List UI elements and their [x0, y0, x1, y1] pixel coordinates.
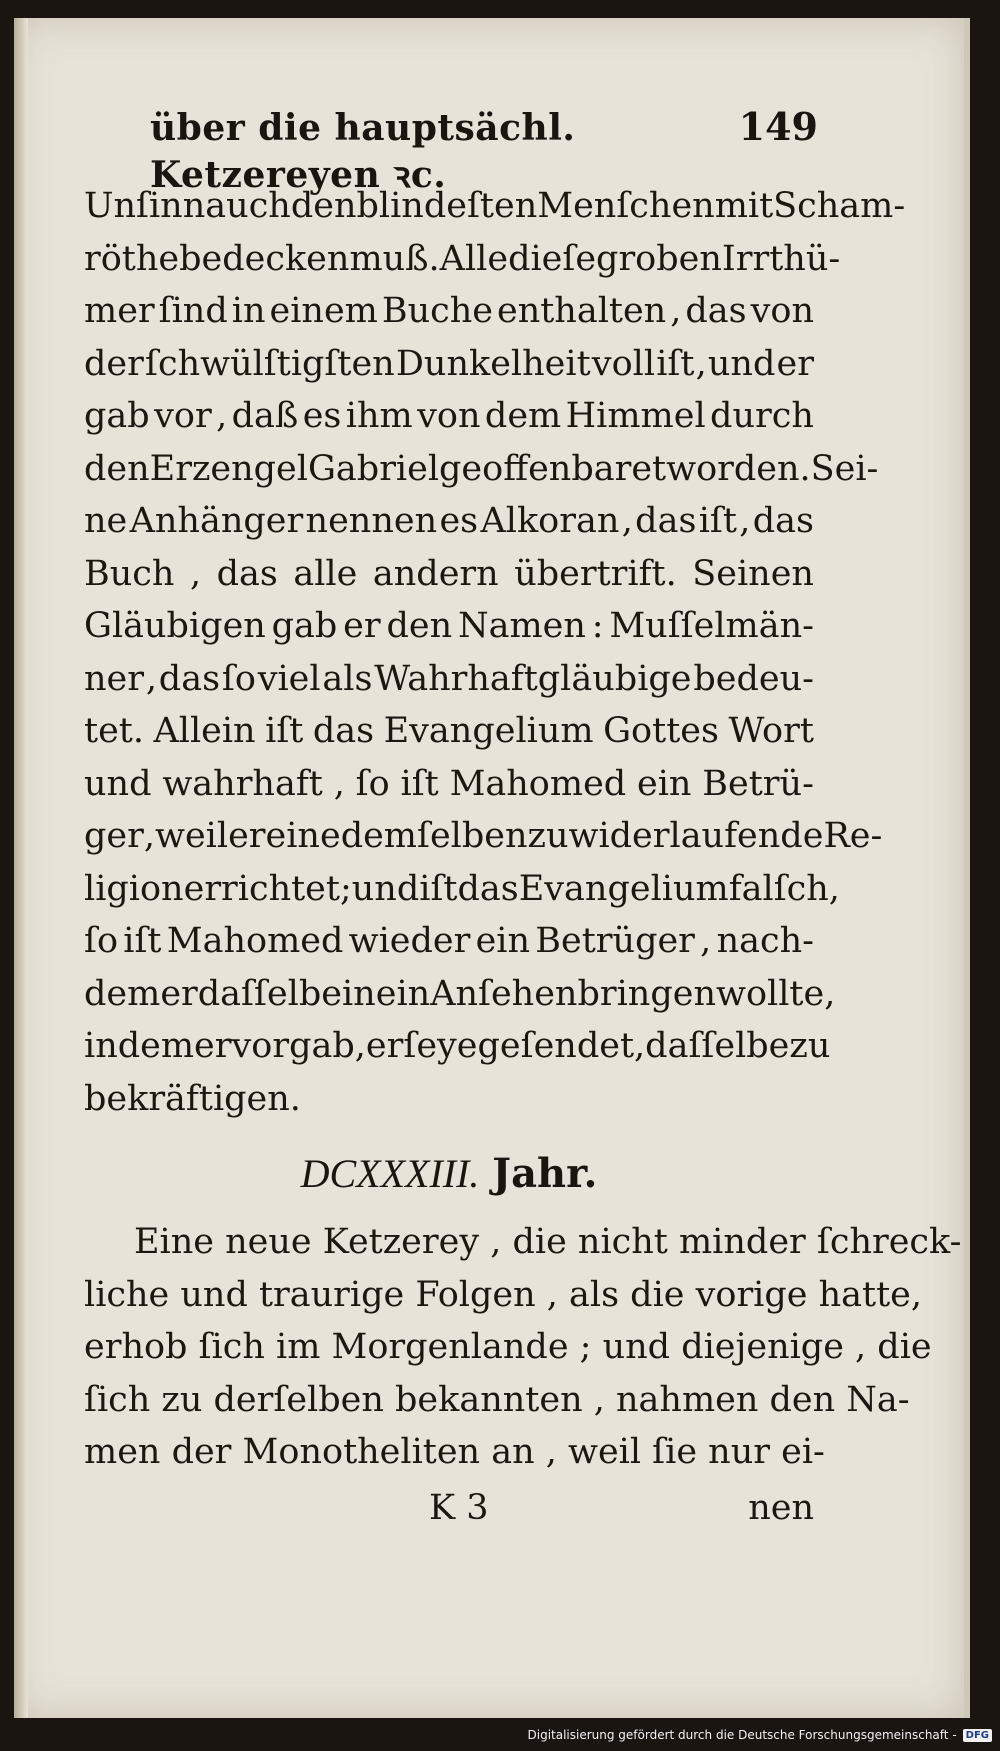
word: das: [457, 868, 519, 909]
word: iſt: [698, 501, 737, 541]
word: Buch: [84, 553, 175, 594]
catchword: nen: [748, 1488, 814, 1528]
word: ihm: [345, 396, 413, 436]
word: dieſe: [508, 238, 597, 279]
page-number: 149: [738, 104, 818, 149]
word: geoffenbaret: [439, 448, 667, 489]
word: bedecken: [179, 238, 350, 279]
word: ein: [375, 973, 431, 1014]
word: daſſelbe: [197, 973, 342, 1014]
section-heading-word: Jahr.: [492, 1150, 598, 1197]
word: das: [158, 658, 221, 699]
text-line: [84, 1020, 831, 1073]
word: errichtet: [183, 868, 340, 909]
word: Evangelium: [383, 711, 594, 751]
word: er: [776, 343, 814, 384]
word: dem: [484, 396, 562, 436]
word: zuwiderlaufende: [527, 816, 824, 856]
word: Wort: [728, 711, 814, 751]
text-line: [84, 548, 814, 601]
text-line: [84, 285, 814, 338]
word: ſchwülſtigſten: [145, 343, 395, 384]
word: ,: [670, 291, 682, 331]
word: muß.: [349, 238, 440, 279]
word: ſeye: [403, 1026, 478, 1066]
paragraph-1: [84, 180, 906, 1125]
word: auch: [205, 186, 291, 226]
word: das: [635, 501, 697, 541]
word: bedeu-: [693, 658, 814, 699]
word: vor: [154, 396, 212, 436]
word: durch: [710, 396, 814, 436]
word: blindeſten: [356, 186, 538, 226]
word: er: [343, 606, 381, 646]
page-footer: [84, 1488, 814, 1538]
text-line: [84, 390, 814, 443]
word: iſt: [123, 921, 162, 961]
word: ,: [739, 501, 751, 541]
text-line: [84, 600, 814, 653]
paragraph-2: [84, 1216, 962, 1479]
word: Re-: [823, 816, 883, 856]
word: das: [216, 553, 278, 594]
word: nach-: [716, 921, 814, 961]
word: dem: [84, 973, 161, 1014]
word: von: [417, 396, 481, 436]
word: Gabriel: [307, 448, 440, 489]
word: ein: [475, 921, 531, 961]
word: Mahomed: [449, 763, 627, 804]
section-heading: [84, 1150, 814, 1197]
word: Alle: [439, 238, 509, 279]
word: das: [752, 501, 814, 541]
text-line: [84, 863, 840, 916]
word: es: [302, 396, 342, 436]
text-line: [84, 705, 814, 758]
word: den: [290, 186, 357, 226]
text-line: Eine neue Ketzerey , die nicht minder ſchreck-: [134, 1222, 962, 1262]
word: viel: [257, 658, 321, 699]
word: demſelben: [340, 816, 528, 856]
word: daſſelbe: [645, 1026, 790, 1066]
word: ſind: [158, 291, 228, 331]
word: mer: [84, 291, 155, 331]
word: ne: [84, 501, 128, 541]
word: weil: [155, 816, 229, 856]
text-line: ſich zu derſelben bekannten , nahmen den Na-: [84, 1379, 910, 1420]
word: ,: [216, 396, 228, 436]
text-line: [84, 443, 879, 496]
word: Betrüger: [535, 921, 695, 961]
word: ſo: [355, 763, 390, 804]
word: eine: [265, 816, 341, 856]
text-line: [84, 495, 814, 548]
word: Scham-: [773, 186, 906, 226]
word: ,: [354, 1026, 366, 1066]
word: ,: [824, 973, 836, 1014]
word: ſo: [84, 921, 119, 961]
word: tet.: [84, 711, 144, 751]
word: Alkoran: [480, 501, 620, 541]
word: ,: [634, 1026, 646, 1066]
text-line: [84, 810, 883, 863]
word: nennen: [305, 501, 438, 541]
word: wahrhaft: [162, 763, 323, 804]
text-line: [84, 915, 814, 968]
word: Irrthü-: [721, 238, 841, 279]
word: der: [84, 343, 144, 384]
word: zu: [789, 1026, 831, 1066]
word: Buche: [381, 291, 493, 331]
credit-text: Digitalisierung gefördert durch die Deutsche Forschungsgemeinschaft -: [527, 1728, 957, 1742]
word: ,: [189, 553, 202, 594]
word: Mahomed: [166, 921, 344, 961]
word: Erzengel: [149, 448, 308, 489]
text-line: [84, 180, 906, 233]
word: er: [228, 816, 266, 856]
word: das: [312, 711, 375, 751]
word: er: [194, 1026, 232, 1066]
word: Menſchen: [537, 186, 715, 226]
word: ner: [84, 658, 144, 699]
word: Evangelium: [518, 868, 729, 909]
word: in: [341, 973, 376, 1014]
word: ,: [700, 921, 712, 961]
word: in: [231, 291, 266, 331]
word: iſt: [265, 711, 304, 751]
word: den: [386, 606, 453, 646]
text-line: bekräftigen.: [84, 1078, 301, 1119]
word: Himmel: [565, 396, 706, 436]
word: es: [439, 501, 479, 541]
word: mit: [714, 186, 774, 226]
word: ,: [621, 501, 633, 541]
word: er: [365, 1026, 404, 1066]
word: iſt: [400, 763, 439, 804]
word: ,: [695, 343, 707, 384]
page-header: [150, 104, 818, 196]
word: und: [84, 763, 152, 804]
word: groben: [596, 238, 722, 279]
word: ,: [143, 816, 155, 856]
word: Unſinn: [84, 186, 206, 226]
word: gab: [271, 606, 338, 646]
word: geſendet: [477, 1026, 635, 1066]
word: das: [685, 291, 747, 331]
signature-mark: K 3: [429, 1488, 489, 1528]
text-line: [84, 653, 814, 706]
word: von: [750, 291, 814, 331]
word: wollte: [716, 973, 825, 1014]
digitization-credit: [528, 1725, 993, 1745]
word: enthalten: [496, 291, 667, 331]
word: indem: [84, 1026, 195, 1066]
word: einem: [269, 291, 378, 331]
word: und: [351, 868, 420, 909]
word: voll: [591, 343, 656, 384]
word: Muſſelmän-: [609, 606, 814, 646]
word: :: [591, 606, 604, 646]
text-line: erhob ſich im Morgenlande ; und diejenige , die: [84, 1327, 932, 1367]
word: röthe: [84, 238, 180, 279]
word: als: [322, 658, 373, 699]
text-line: [84, 758, 814, 811]
word: daß: [231, 396, 299, 436]
word: worden.: [666, 448, 811, 489]
word: alle: [293, 553, 358, 594]
section-year-numeral: DCXXXIII.: [300, 1151, 480, 1196]
word: ;: [339, 868, 352, 909]
word: iſt: [656, 343, 695, 384]
running-head: über die hauptsächl. Ketzereyen ꝛc.: [150, 107, 576, 196]
word: den: [84, 448, 150, 489]
word: und: [707, 343, 776, 384]
word: ger: [84, 816, 144, 856]
text-line: men der Monotheliten an , weil ſie nur ei-: [84, 1432, 825, 1472]
word: falſch,: [728, 868, 840, 909]
text-line: [84, 968, 836, 1021]
text-line: liche und traurige Folgen , als die vorige hatte,: [84, 1274, 923, 1315]
word: ,: [145, 658, 157, 699]
word: Betrü-: [702, 763, 814, 804]
text-line: [84, 233, 841, 286]
word: iſt: [419, 868, 458, 909]
word: Dunkelheit: [395, 343, 591, 384]
word: Gläubigen: [84, 606, 266, 646]
word: Namen: [457, 606, 586, 646]
word: wieder: [348, 921, 471, 961]
page-gutter: [14, 18, 28, 1718]
word: er: [160, 973, 198, 1014]
word: ligion: [84, 868, 184, 909]
word: ſo: [221, 658, 256, 699]
word: andern: [372, 553, 499, 594]
text-line: [84, 338, 814, 391]
word: Seinen: [692, 553, 814, 594]
word: Wahrhaftgläubige: [374, 658, 692, 699]
word: vorgab: [231, 1026, 355, 1066]
dfg-logo: DFG: [963, 1729, 992, 1742]
word: ein: [637, 763, 692, 804]
word: ,: [333, 763, 345, 804]
word: gab: [84, 396, 150, 436]
word: übertrift.: [514, 553, 677, 594]
word: Gottes: [603, 711, 719, 751]
word: Allein: [153, 711, 256, 751]
word: Anſehen: [430, 973, 578, 1014]
word: bringen: [577, 973, 716, 1014]
word: Anhänger: [129, 501, 304, 541]
word: Sei-: [810, 448, 879, 489]
